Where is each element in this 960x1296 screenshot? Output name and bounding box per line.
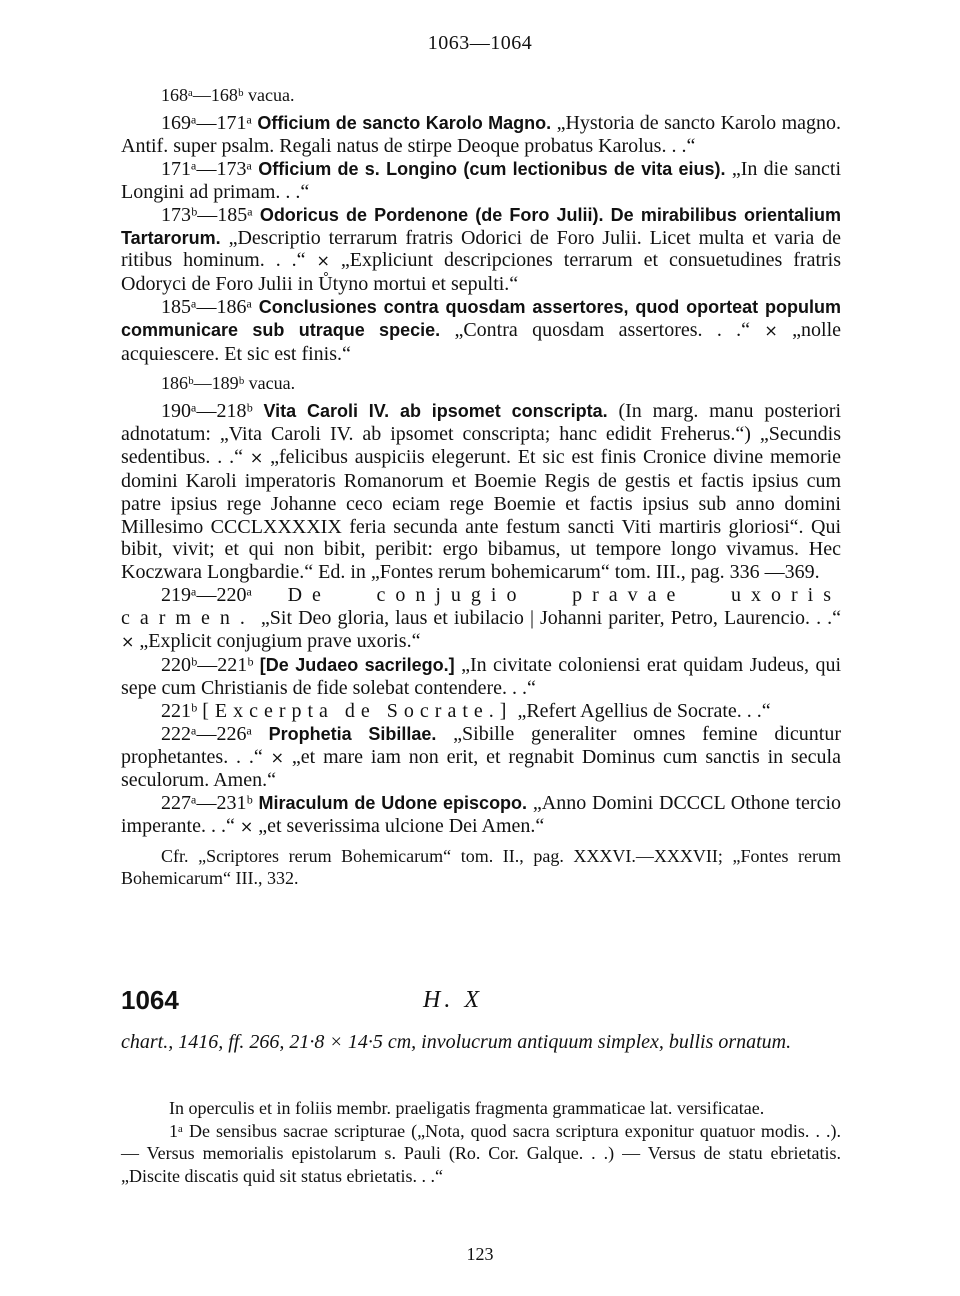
folio-range: 219ᵃ—220ᵃ [161, 584, 252, 607]
entry-text: (In marg. manu posteriori adnotatum: „Vita Caroli IV. ab ipsomet conscripta; hanc edidit Freherus.“) „Secundis sedentibus. . .“ [121, 399, 842, 468]
catalog-entry [121, 112, 841, 158]
note-paragraph: 1ᵃ De sensibus sacrae scripturae („Nota, quod sacra scriptura exponitur quatuor modis. . .). — Versus memorialis epistolarum s. Pauli (Ro. Cor. Galque. . .) — Versus de statu ebrietatis. „Discite discatis quid sit status ebrietatis. . .“ [121, 1120, 841, 1186]
catalog-entries [121, 84, 841, 889]
references: Cfr. „Scriptores rerum Bohemicarum“ tom. II., pag. XXXVI.—XXXVII; „Fontes rerum Bohemicarum“ III., 332. [121, 846, 841, 889]
folio-range: 169ᵃ—171ᵃ [161, 112, 252, 134]
record-notes [121, 1097, 841, 1187]
cross-separator: × [239, 817, 254, 837]
entry-text-end: „Explicit conjugium prave uxoris.“ [139, 630, 421, 653]
folio-range: 222ᵃ—226ᵃ [161, 722, 252, 745]
entry-text: „Anno Domini DCCCL Othone tercio imperante. . .“ [121, 792, 842, 838]
record-number: 1064 [121, 985, 179, 1015]
shelf-signature: H. X [423, 987, 483, 1013]
folio-range: 221ᵇ [161, 699, 198, 722]
catalog-entry [121, 792, 841, 839]
folio-range: 185ᵃ—186ᵃ [161, 296, 252, 319]
record-heading [121, 985, 841, 1025]
entry-title: Vita Caroli IV. ab ipsomet conscripta. [263, 400, 608, 421]
entry-title: Conclusiones contra quosdam assertores, quod oporteat populum communicare sub utraque specie. [121, 297, 841, 341]
entry-text: „Contra quosdam assertores. . .“ [454, 319, 751, 342]
entry-text-end: „nolle acquiescere. Et sic est finis.“ [121, 319, 842, 366]
entry-text: „Sit Deo gloria, laus et iubilacio | Johanni pariter, Petro, Laurencio. . .“ [260, 607, 842, 630]
entry-text: „In civitate coloniensi erat quidam Judeus, qui sepe cum Christianis de fide solebat contendere. . .“ [121, 653, 842, 699]
entry-text: „In die sancti Longini ad primam. . .“ [121, 157, 841, 203]
catalog-entry [121, 158, 841, 204]
catalog-entry [121, 584, 841, 654]
entry-title: Odoricus de Pordenone (de Foro Julii). De mirabilibus orientalium Tartarorum. [121, 204, 841, 248]
cross-separator: × [764, 321, 778, 341]
catalog-entry [121, 400, 841, 584]
catalog-entry [121, 204, 841, 297]
entry-text-end: „felicibus auspiciis elegerunt. Et sic est finis Cronice divine memorie domini Karoli imperatoris Romanorum et Boemie Regis de gestis et factis ipsius cum patre ipsius rege Johanne ceco eciam rege Boemie et factis ipsius sub anno domini Millesimo CCCLXXXXIX feria secunda ante festum sancti Viti martiris gloriosi“. Qui bibit, vivit; et qui non bibit, peribit: ergo bibamus, ut tempore longo vivamus. Hec Koczwara Longbardie.“ Ed. in „Fontes rerum bohemicarum“ tom. III., pag. 336 —369. [121, 445, 842, 584]
folio-range: 168ᵃ—168ᵇ [161, 85, 244, 105]
catalog-entry [121, 296, 841, 366]
folio-range: 190ᵃ—218ᵇ [161, 399, 253, 422]
cross-separator: × [316, 251, 330, 271]
folio-range: 227ᵃ—231ᵇ [161, 792, 253, 815]
entry-title: Prophetia Sibillae. [268, 723, 437, 744]
page-number: 123 [466, 1244, 494, 1264]
entry-text: vacua. [248, 372, 296, 393]
entry-title: De conjugio pravae uxoris carmen. [121, 584, 842, 630]
entry-text: vacua. [248, 85, 295, 105]
running-header: 1063—1064 [427, 32, 533, 54]
catalog-entry [121, 84, 841, 106]
catalog-entry [121, 700, 841, 723]
cross-separator: × [121, 632, 135, 652]
catalog-entry [121, 372, 841, 394]
folio-range: 171ᵃ—173ᵃ [161, 157, 252, 180]
entry-text: „Descriptio terrarum fratris Odorici de Foro Julii. Licet multa et varia de ritibus hominum. . .“ [121, 226, 841, 272]
entry-title: Officium de s. Longino (cum lectionibus de vita eius). [258, 158, 726, 179]
entry-title: [De Judaeo sacrilego.] [259, 654, 455, 675]
entry-text-end: „et severissima ulcione Dei Amen.“ [258, 815, 545, 838]
cross-separator: × [270, 747, 285, 767]
folio-range: 220ᵇ—221ᵇ [161, 653, 254, 676]
cross-separator: × [249, 447, 264, 467]
entry-text: „Refert Agellius de Socrate. . .“ [517, 699, 771, 722]
record-description: chart., 1416, ff. 266, 21·8 × 14·5 cm, involucrum antiquum simplex, bullis ornatum. [121, 1031, 792, 1053]
entry-title: Officium de sancto Karolo Magno. [257, 113, 552, 133]
entry-text-end: „Expliciunt descripciones terrarum et consuetudines fratris Odoryci de Foro Julii in Ůtyno mortui et sepulti.“ [121, 249, 841, 296]
folio-range: 173ᵇ—185ᵃ [161, 203, 253, 226]
folio-range: 186ᵇ—189ᵇ [161, 372, 245, 393]
note-paragraph: In operculis et in foliis membr. praeligatis fragmenta grammaticae lat. versificatae. [169, 1098, 765, 1118]
catalog-entry [121, 654, 841, 700]
entry-text-end: „et mare iam non erit, et regnabit Dominus cum sanctis in secula seculorum. Amen.“ [121, 745, 841, 792]
entry-text: „Sibille generaliter omnes femine dicuntur prophetantes. . .“ [121, 722, 842, 768]
entry-text: „Hystoria de sancto Karolo magno. Antif. super psalm. Regali natus de stirpe Deoque probatus Karolus. . .“ [121, 112, 842, 157]
entry-title: Miraculum de Udone episcopo. [258, 793, 528, 814]
catalog-entry [121, 723, 841, 793]
entry-title: [Excerpta de Socrate.] [202, 699, 513, 722]
